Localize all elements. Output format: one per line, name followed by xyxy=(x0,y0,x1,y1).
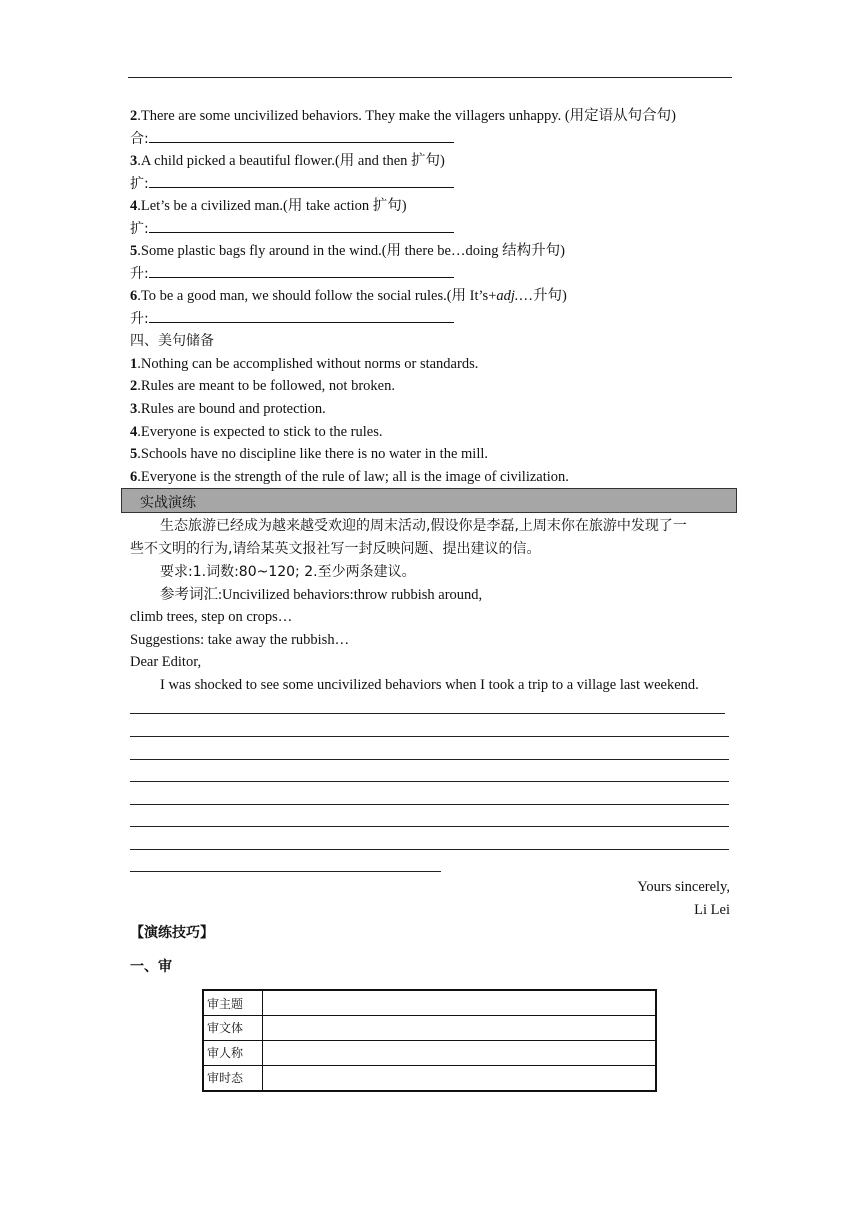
row-label: 审人称 xyxy=(203,1040,263,1065)
tips-sub-heading: 一、审 xyxy=(130,959,172,975)
exercise-3: 3.A child picked a beautiful flower.(用 and then 扩句) xyxy=(130,153,445,169)
table-row xyxy=(203,990,656,1016)
writing-line[interactable] xyxy=(130,871,441,872)
sentence-1: 1.Nothing can be accomplished without norms or standards. xyxy=(130,356,479,372)
writing-line[interactable] xyxy=(130,781,729,782)
review-table xyxy=(202,989,657,1092)
letter-closing: Yours sincerely, xyxy=(637,879,730,895)
sentence-5: 5.Schools have no discipline like there is no water in the mill. xyxy=(130,446,488,462)
suggestions: Suggestions: take away the rubbish… xyxy=(130,632,350,648)
answer-line-4[interactable]: 扩: xyxy=(130,220,454,238)
vocab-line-1: 参考词汇:Uncivilized behaviors:throw rubbish around, xyxy=(160,587,483,603)
exercise-6: 6.To be a good man, we should follow the social rules.(用 It’s+adj.…升句) xyxy=(130,288,567,304)
requirements: 要求:1.词数:80~120; 2.至少两条建议。 xyxy=(160,564,416,580)
section-4-heading: 四、美句储备 xyxy=(130,333,214,349)
answer-line-3[interactable]: 扩: xyxy=(130,175,454,193)
exercise-4: 4.Let’s be a civilized man.(用 take action 扩句) xyxy=(130,198,407,214)
answer-line-6[interactable]: 升: xyxy=(130,310,454,328)
table-row xyxy=(203,1016,656,1041)
sentence-4: 4.Everyone is expected to stick to the rules. xyxy=(130,424,383,440)
tips-heading: 【演练技巧】 xyxy=(130,925,214,941)
table-row xyxy=(203,1065,656,1091)
exercise-5: 5.Some plastic bags fly around in the wind.(用 there be…doing 结构升句) xyxy=(130,243,565,259)
answer-cell[interactable] xyxy=(263,1016,657,1041)
letter-signature: Li Lei xyxy=(694,902,730,918)
writing-line[interactable] xyxy=(130,713,725,714)
letter-greeting: Dear Editor, xyxy=(130,654,202,670)
row-label: 审文体 xyxy=(203,1016,263,1041)
practice-banner: 实战演练 xyxy=(121,488,737,513)
vocab-line-2: climb trees, step on crops… xyxy=(130,609,293,625)
writing-line[interactable] xyxy=(130,826,729,827)
header-rule xyxy=(128,77,732,78)
prompt-line-2: 些不文明的行为,请给某英文报社写一封反映问题、提出建议的信。 xyxy=(130,541,541,557)
table-row xyxy=(203,1040,656,1065)
writing-line[interactable] xyxy=(130,759,729,760)
letter-opening: I was shocked to see some uncivilized behaviors when I took a trip to a village last weekend. xyxy=(160,677,699,693)
exercise-2: 2.There are some uncivilized behaviors. They make the villagers unhappy. (用定语从句合句) xyxy=(130,108,677,124)
answer-line-5[interactable]: 升: xyxy=(130,265,454,283)
writing-line[interactable] xyxy=(130,849,729,850)
sentence-6: 6.Everyone is the strength of the rule of law; all is the image of civilization. xyxy=(130,469,569,485)
row-label: 审时态 xyxy=(203,1065,263,1091)
sentence-2: 2.Rules are meant to be followed, not broken. xyxy=(130,378,395,394)
sentence-3: 3.Rules are bound and protection. xyxy=(130,401,326,417)
writing-line[interactable] xyxy=(130,736,729,737)
answer-cell[interactable] xyxy=(263,1040,657,1065)
row-label: 审主题 xyxy=(203,990,263,1016)
answer-line-2[interactable]: 合: xyxy=(130,130,454,148)
prompt-line-1: 生态旅游已经成为越来越受欢迎的周末活动,假设你是李磊,上周末你在旅游中发现了一 xyxy=(160,518,687,534)
answer-cell[interactable] xyxy=(263,990,657,1016)
answer-cell[interactable] xyxy=(263,1065,657,1091)
writing-line[interactable] xyxy=(130,804,729,805)
